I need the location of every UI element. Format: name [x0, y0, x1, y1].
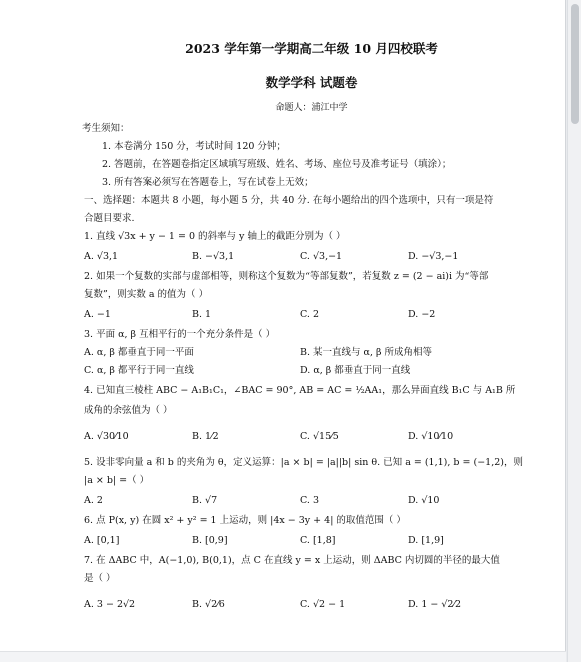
exam-notes: [84, 120, 539, 192]
question-3: [84, 326, 539, 380]
notes-item: 1. 本卷满分 150 分，考试时间 120 分钟；: [102, 141, 286, 152]
option-b: B. 1: [192, 309, 212, 320]
notes-item: 2. 答题前，在答题卷指定区域填写班级、姓名、考场、座位号及准考证号（填涂）；: [102, 159, 452, 170]
option-c: C. √15⁄5: [300, 431, 339, 442]
option-a: A. 2: [84, 495, 103, 506]
question-text: |a × b| =（ ）: [84, 475, 150, 486]
question-text: 成角的余弦值为（ ）: [84, 405, 173, 416]
option-a: A. √30⁄10: [84, 431, 129, 442]
option-d: D. −2: [408, 309, 436, 320]
scrollbar-thumb[interactable]: [571, 4, 579, 124]
question-text: 2. 如果一个复数的实部与虚部相等，则称这个复数为“等部复数”，若复数 z = (2 − ai)i 为“等部: [84, 271, 489, 282]
question-1: [84, 228, 539, 268]
option-b: B. √7: [192, 495, 218, 506]
question-text: 7. 在 ΔABC 中，A(−1,0), B(0,1)，点 C 在直线 y = x 上运动，则 ΔABC 内切圆的半径的最大值: [84, 555, 500, 566]
option-d: D. 1 − √2⁄2: [408, 599, 462, 610]
section-1-intro-line: 一、选择题：本题共 8 小题，每小题 5 分，共 40 分. 在每小题给出的四个选项中，只有一项是符: [84, 195, 494, 206]
option-c: C. 3: [300, 495, 320, 506]
option-a: A. 3 − 2√2: [84, 599, 136, 610]
option-b: B. [0,9]: [192, 535, 228, 546]
question-text: 1. 直线 √3x + y − 1 = 0 的斜率与 y 轴上的截距分别为（ ）: [84, 231, 346, 242]
question-options: [84, 588, 539, 622]
notes-item: 3. 所有答案必须写在答题卷上，写在试卷上无效；: [102, 177, 314, 188]
option-c: C. α, β 都平行于同一直线: [84, 365, 194, 376]
option-b: B. 1⁄2: [192, 431, 219, 442]
option-a: A. −1: [84, 309, 111, 320]
question-text: 4. 已知直三棱柱 ABC − A₁B₁C₁，∠BAC = 90°, AB = AC = ½AA₁，那么异面直线 B₁C 与 A₁B 所: [84, 385, 516, 396]
exam-title: 2023 学年第一学期高二年级 10 月四校联考: [185, 41, 438, 56]
option-d: D. α, β 都垂直于同一直线: [300, 365, 411, 376]
viewer-bottom-bar: [0, 651, 566, 662]
question-options: [84, 304, 539, 326]
exam-subtitle: 数学学科 试题卷: [265, 75, 358, 90]
option-c: C. √3,−1: [300, 251, 343, 262]
option-d: D. [1,9]: [408, 535, 444, 546]
option-a: A. √3,1: [84, 251, 119, 262]
option-d: D. √10⁄10: [408, 431, 454, 442]
option-c: C. √2 − 1: [300, 599, 346, 610]
question-4: [84, 380, 539, 454]
option-c: C. 2: [300, 309, 320, 320]
section-1-intro-line: 合题目要求.: [84, 213, 135, 224]
question-options: [84, 344, 539, 362]
vertical-scrollbar[interactable]: [567, 0, 581, 662]
option-a: A. α, β 都垂直于同一平面: [84, 347, 194, 358]
question-text: 6. 点 P(x, y) 在圆 x² + y² = 1 上运动，则 |4x − 3y + 4| 的取值范围（ ）: [84, 515, 406, 526]
option-a: A. [0,1]: [84, 535, 120, 546]
question-options: [84, 362, 539, 380]
question-options: [84, 420, 539, 454]
option-b: B. −√3,1: [192, 251, 235, 262]
question-text: 是（ ）: [84, 573, 116, 584]
question-6: [84, 512, 539, 552]
question-text: 5. 设非零向量 a 和 b 的夹角为 θ，定义运算：|a × b| = |a||b| sin θ. 已知 a = (1,1), b = (−1,2)，则: [84, 457, 523, 468]
option-c: C. [1,8]: [300, 535, 336, 546]
exam-author: 命题人：浦江中学: [275, 103, 348, 113]
question-text: 3. 平面 α, β 互相平行的一个充分条件是（ ）: [84, 329, 276, 340]
question-2: [84, 268, 539, 326]
question-7: [84, 552, 539, 622]
question-text: 复数”，则实数 a 的值为（ ）: [84, 289, 209, 300]
question-options: [84, 246, 539, 268]
option-b: B. √2⁄6: [192, 599, 225, 610]
option-d: D. −√3,−1: [408, 251, 459, 262]
section-1-intro: [84, 192, 539, 228]
question-options: [84, 490, 539, 512]
option-b: B. 某一直线与 α, β 所成角相等: [300, 347, 433, 358]
notes-heading: 考生须知：: [82, 123, 130, 134]
question-5: [84, 454, 539, 512]
question-options: [84, 530, 539, 552]
option-d: D. √10: [408, 495, 440, 506]
